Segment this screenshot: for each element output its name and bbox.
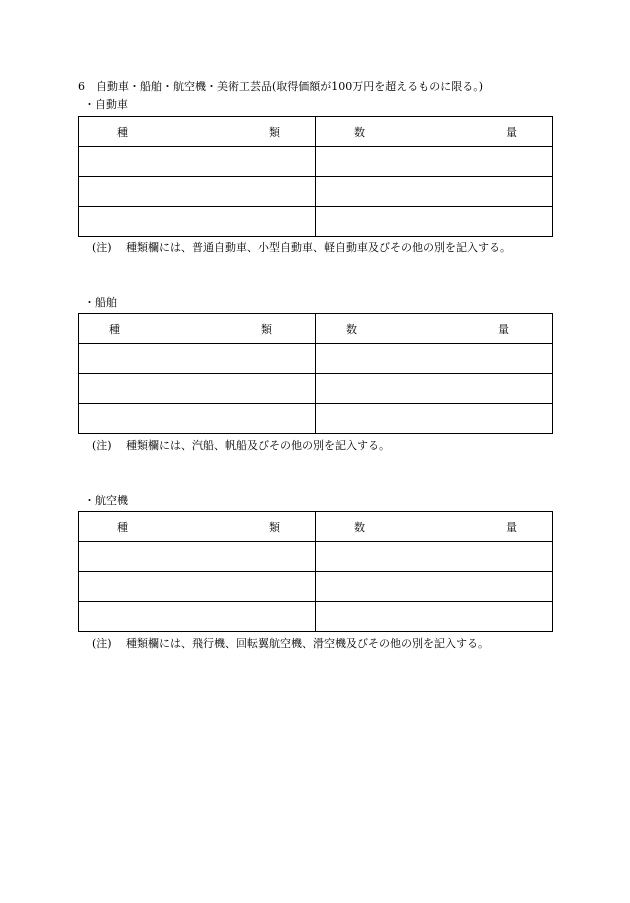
header-type-right: 類 [269,520,280,534]
quantity-cell[interactable] [316,374,553,404]
heading-number: 6 [78,80,85,93]
section-label-automobile: ・自動車 [84,98,128,111]
note-ship [92,439,390,453]
type-cell[interactable] [79,147,316,177]
ship-table [78,313,553,434]
header-type [79,512,316,542]
header-type-right: 類 [269,125,280,139]
quantity-cell[interactable] [316,207,553,237]
table-row [79,147,553,177]
type-cell[interactable] [79,344,316,374]
quantity-cell[interactable] [316,542,553,572]
header-type [79,314,316,344]
table-header-row [79,117,553,147]
heading-text: 自動車・船舶・航空機・美術工芸品(取得価額が100万円を超えるものに限る。) [96,80,484,93]
note-mark: (注) [92,241,112,254]
table-row [79,177,553,207]
note-automobile [92,241,511,255]
table-row [79,542,553,572]
table-row [79,602,553,632]
table-header-row [79,314,553,344]
quantity-cell[interactable] [316,572,553,602]
type-cell[interactable] [79,177,316,207]
form-heading [78,80,483,94]
header-quantity [316,117,553,147]
table-row [79,344,553,374]
header-type-left: 種 [117,125,128,139]
aircraft-table [78,511,553,632]
header-quantity-right: 量 [506,520,517,534]
type-cell[interactable] [79,374,316,404]
header-quantity-left: 数 [346,322,357,336]
note-aircraft [92,637,489,651]
quantity-cell[interactable] [316,404,553,434]
type-cell[interactable] [79,207,316,237]
note-text: 種類欄には、飛行機、回転翼航空機、滑空機及びその他の別を記入する。 [126,637,489,650]
header-quantity-right: 量 [506,125,517,139]
note-mark: (注) [92,439,112,452]
table-row [79,572,553,602]
header-type-right: 類 [261,322,272,336]
note-text: 種類欄には、普通自動車、小型自動車、軽自動車及びその他の別を記入する。 [126,241,511,254]
header-quantity-left: 数 [354,125,365,139]
table-row [79,207,553,237]
quantity-cell[interactable] [316,602,553,632]
header-quantity-left: 数 [354,520,365,534]
quantity-cell[interactable] [316,344,553,374]
type-cell[interactable] [79,572,316,602]
quantity-cell[interactable] [316,177,553,207]
note-mark: (注) [92,637,112,650]
header-type-left: 種 [117,520,128,534]
header-type-left: 種 [109,322,120,336]
header-quantity [316,512,553,542]
table-row [79,404,553,434]
table-row [79,374,553,404]
type-cell[interactable] [79,542,316,572]
header-quantity-right: 量 [498,322,509,336]
type-cell[interactable] [79,404,316,434]
section-label-aircraft: ・航空機 [84,494,128,507]
table-header-row [79,512,553,542]
header-quantity [316,314,553,344]
note-text: 種類欄には、汽船、帆船及びその他の別を記入する。 [126,439,390,452]
header-type [79,117,316,147]
automobile-table [78,116,553,237]
quantity-cell[interactable] [316,147,553,177]
section-label-ship: ・船舶 [84,296,117,309]
type-cell[interactable] [79,602,316,632]
